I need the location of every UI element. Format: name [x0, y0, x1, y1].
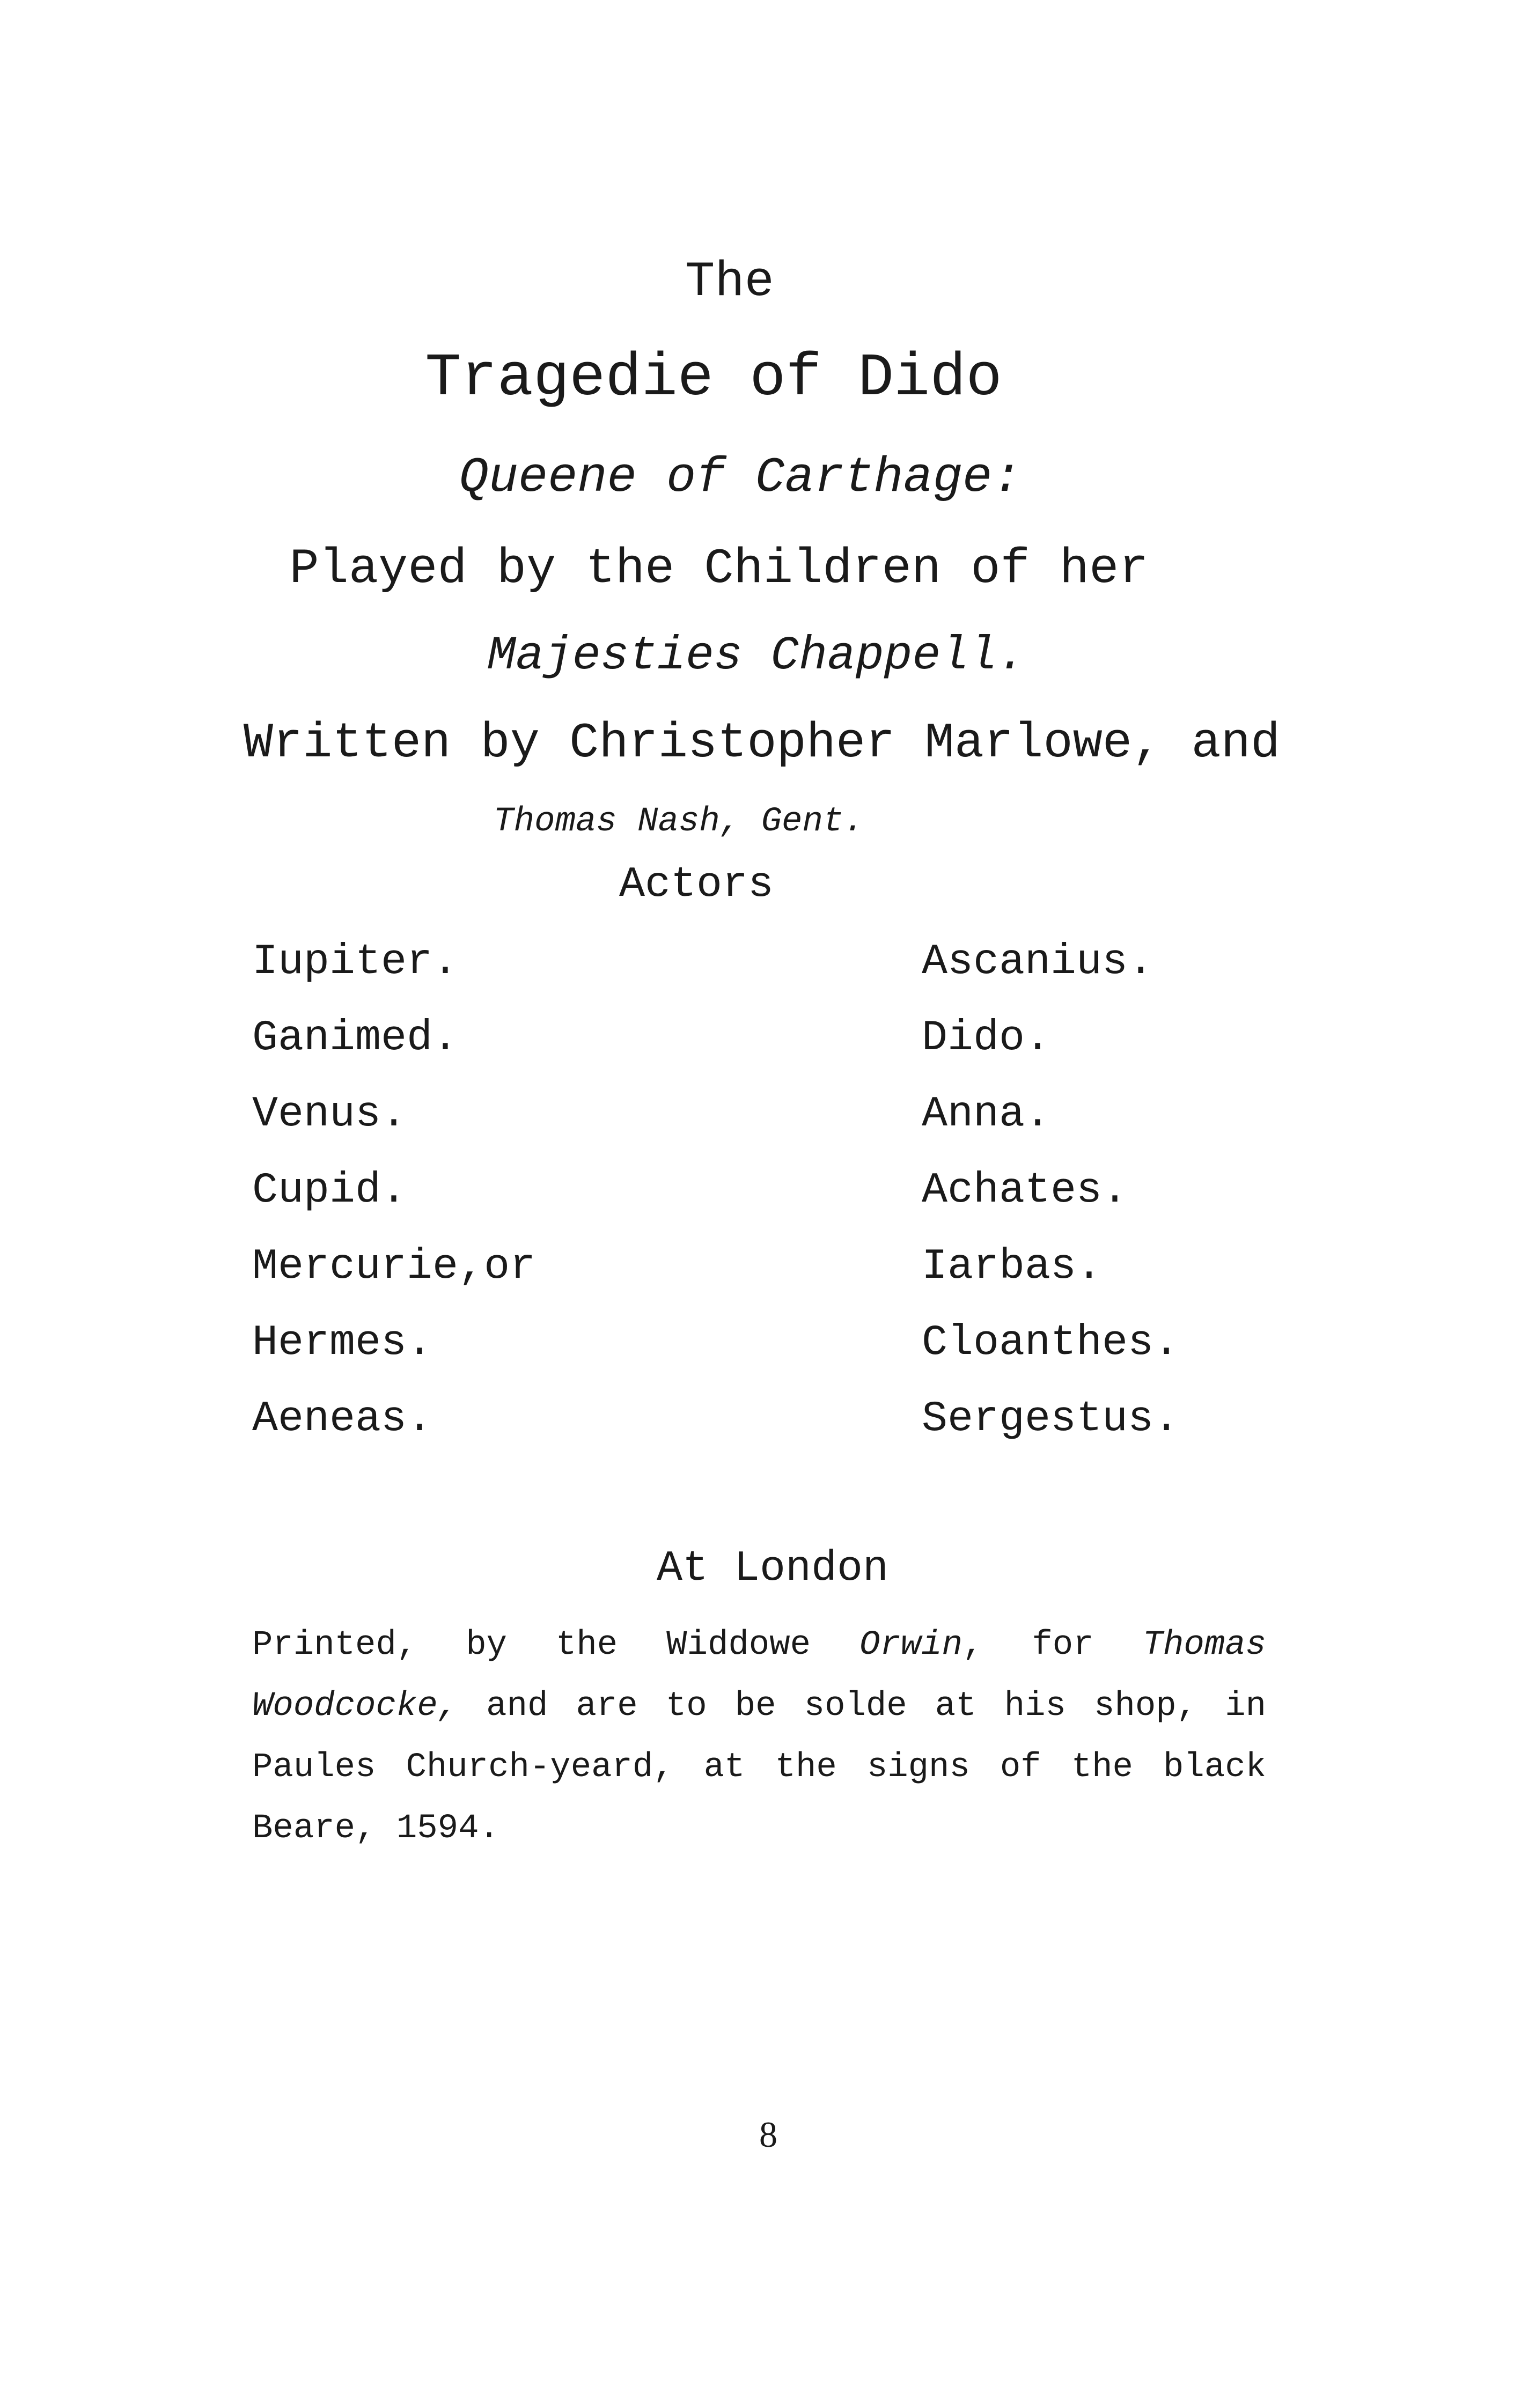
actors-list-right	[922, 938, 1180, 1474]
actor-name: Dido.	[922, 1014, 1051, 1063]
actor-name: Mercurie,or	[252, 1242, 536, 1291]
actor-name: Achates.	[922, 1166, 1128, 1215]
actor-name: Aeneas.	[252, 1395, 433, 1444]
imprint-text: and are to be solde at his shop, in Paules Church-yeard, at the signs of the black Beare, 1594.	[252, 1687, 1266, 1848]
imprint-text: , for	[962, 1626, 1143, 1665]
subtitle-queene: Queene of Carthage:	[459, 450, 1022, 506]
actor-name: Hermes.	[252, 1319, 433, 1367]
author-line: Written by Christopher Marlowe, and	[243, 715, 1281, 771]
bookseller-name: Thomas Woodcocke,	[252, 1626, 1267, 1726]
actor-name: Sergestus.	[922, 1395, 1180, 1444]
company-name: Majesties Chappell.	[487, 630, 1026, 683]
title-line-the: The	[685, 254, 774, 310]
page-number: 8	[759, 2114, 777, 2155]
actor-name: Iarbas.	[922, 1242, 1103, 1291]
actor-name: Cupid.	[252, 1166, 407, 1215]
imprint-place: At London	[656, 1544, 889, 1593]
imprint-paragraph	[252, 1615, 1266, 1859]
performed-by-line: Played by the Children of her	[289, 541, 1149, 597]
actors-heading: Actors	[619, 860, 774, 909]
actors-list-left	[252, 938, 536, 1474]
coauthor-line: Thomas Nash, Gent.	[493, 802, 864, 841]
imprint-text: Printed, by the Widdowe	[252, 1626, 859, 1665]
actor-name: Venus.	[252, 1090, 407, 1139]
play-title: Tragedie of Dido	[425, 344, 1002, 413]
actor-name: Iupiter.	[252, 938, 459, 986]
actor-name: Ascanius.	[922, 938, 1154, 986]
actor-name: Ganimed.	[252, 1014, 459, 1063]
printer-name: Orwin	[859, 1626, 963, 1665]
actor-name: Cloanthes.	[922, 1319, 1180, 1367]
actor-name: Anna.	[922, 1090, 1051, 1139]
